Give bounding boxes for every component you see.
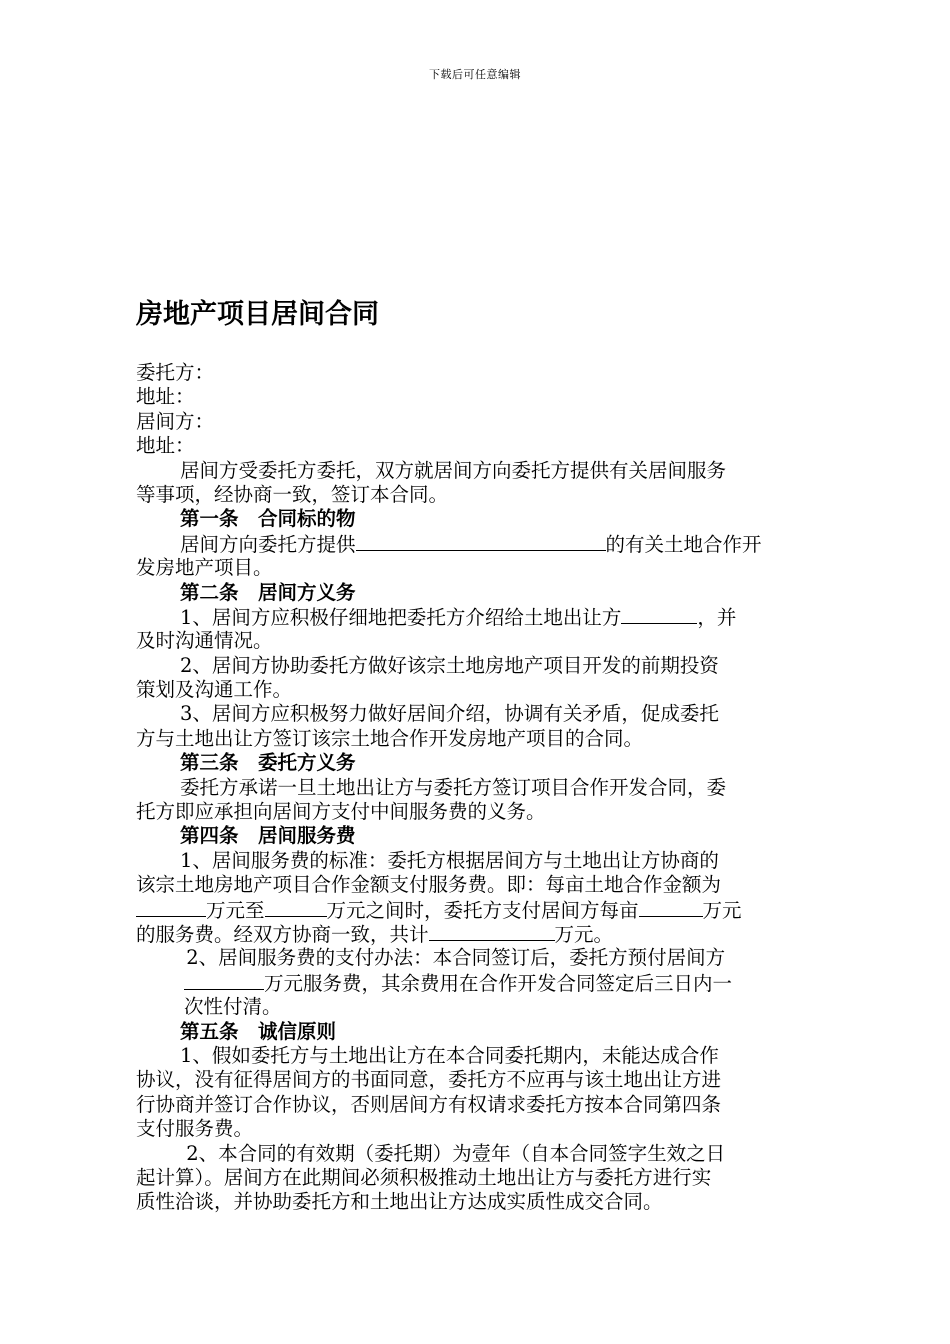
article-2-item-3-line: 方与土地出让方签订该宗土地合作开发房地产项目的合同。 [136, 726, 644, 750]
article-5-heading: 第五条 诚信原则 [180, 1019, 337, 1043]
article-4-item-1-line [136, 898, 816, 922]
article-2-item-2: 2、居间方协助委托方做好该宗土地房地产项目开发的前期投资 [180, 653, 719, 677]
article-4-item-1-line [136, 922, 816, 946]
article-4-item-2-line: 次性付清。 [184, 995, 282, 1019]
blank-field [639, 898, 703, 917]
client-label: 委托方： [136, 361, 215, 384]
contract-body [136, 361, 816, 1215]
blank-field [621, 605, 697, 624]
article-4-text: 的服务费。经双方协商一致，共计 [136, 922, 429, 946]
article-4-item-2-line [136, 971, 816, 995]
intro-paragraph-line: 居间方受委托方委托，双方就居间方向委托方提供有关居间服务 [180, 458, 727, 482]
article-5-item-1-line: 行协商并签订合作协议，否则居间方有权请求委托方按本合同第四条 [136, 1092, 722, 1116]
article-5-item-1-line: 支付服务费。 [136, 1117, 254, 1141]
article-3-paragraph: 委托方承诺一旦土地出让方与委托方签订项目合作开发合同，委 [180, 775, 727, 799]
article-2-heading: 第二条 居间方义务 [180, 580, 356, 604]
article-4-text: 万元至 [206, 898, 265, 922]
intermediary-label: 居间方： [136, 409, 215, 433]
article-5-item-2: 2、本合同的有效期（委托期）为壹年（自本合同签字生效之日 [180, 1141, 726, 1165]
article-5-item-2-line: 质性洽谈，并协助委托方和土地出让方达成实质性成交合同。 [136, 1190, 663, 1214]
client-address-label: 地址： [136, 385, 195, 409]
article-4-text: 万元 [702, 898, 742, 922]
article-4-item-1-line: 该宗土地房地产项目合作金额支付服务费。即：每亩土地合作金额为 [136, 873, 722, 897]
blank-field [356, 532, 606, 551]
article-3-heading: 第三条 委托方义务 [180, 751, 356, 775]
blank-field [184, 971, 264, 990]
article-4-text: 万元之间时，委托方支付居间方每亩 [326, 898, 639, 922]
article-3-paragraph-line: 托方即应承担向居间方支付中间服务费的义务。 [136, 800, 546, 824]
article-1-text: 居间方向委托方提供 [180, 532, 356, 556]
article-1-paragraph [136, 532, 816, 556]
article-1-heading: 第一条 合同标的物 [180, 507, 356, 531]
article-5-item-1: 1、假如委托方与土地出让方在本合同委托期内，未能达成合作 [180, 1043, 719, 1067]
article-2-item-3: 3、居间方应积极努力做好居间介绍，协调有关矛盾，促成委托 [180, 702, 719, 726]
article-4-item-2: 2、居间服务费的支付办法：本合同签订后，委托方预付居间方 [180, 946, 726, 970]
article-2-item-1-text: 1、居间方应积极仔细地把委托方介绍给土地出让方 [180, 605, 622, 629]
article-4-heading: 第四条 居间服务费 [180, 824, 356, 848]
article-5-item-2-line: 起计算）。居间方在此期间必须积极推动土地出让方与委托方进行实 [136, 1165, 712, 1189]
document-title: 房地产项目居间合同 [136, 299, 379, 330]
article-2-item-2-line: 策划及沟通工作。 [136, 678, 293, 702]
intro-paragraph-line: 等事项，经协商一致，签订本合同。 [136, 482, 449, 506]
blank-field [265, 898, 327, 917]
article-4-item-1: 1、居间服务费的标准：委托方根据居间方与土地出让方协商的 [180, 848, 719, 872]
article-1-paragraph-line: 发房地产项目。 [136, 556, 273, 580]
article-2-item-1-text: ，并 [697, 605, 737, 629]
blank-field [136, 898, 206, 917]
blank-field [429, 922, 555, 941]
intermediary-address-label: 地址： [136, 434, 195, 458]
article-2-item-1 [136, 605, 816, 629]
article-4-text: 万元服务费，其余费用在合作开发合同签定后三日内一 [264, 971, 733, 995]
article-1-text: 的有关土地合作开 [605, 532, 762, 556]
article-4-text: 万元。 [554, 922, 614, 946]
header-note: 下载后可任意编辑 [429, 68, 521, 81]
article-5-item-1-line: 协议，没有征得居间方的书面同意，委托方不应再与该土地出让方进 [136, 1068, 722, 1092]
article-2-item-1-line: 及时沟通情况。 [136, 629, 273, 653]
